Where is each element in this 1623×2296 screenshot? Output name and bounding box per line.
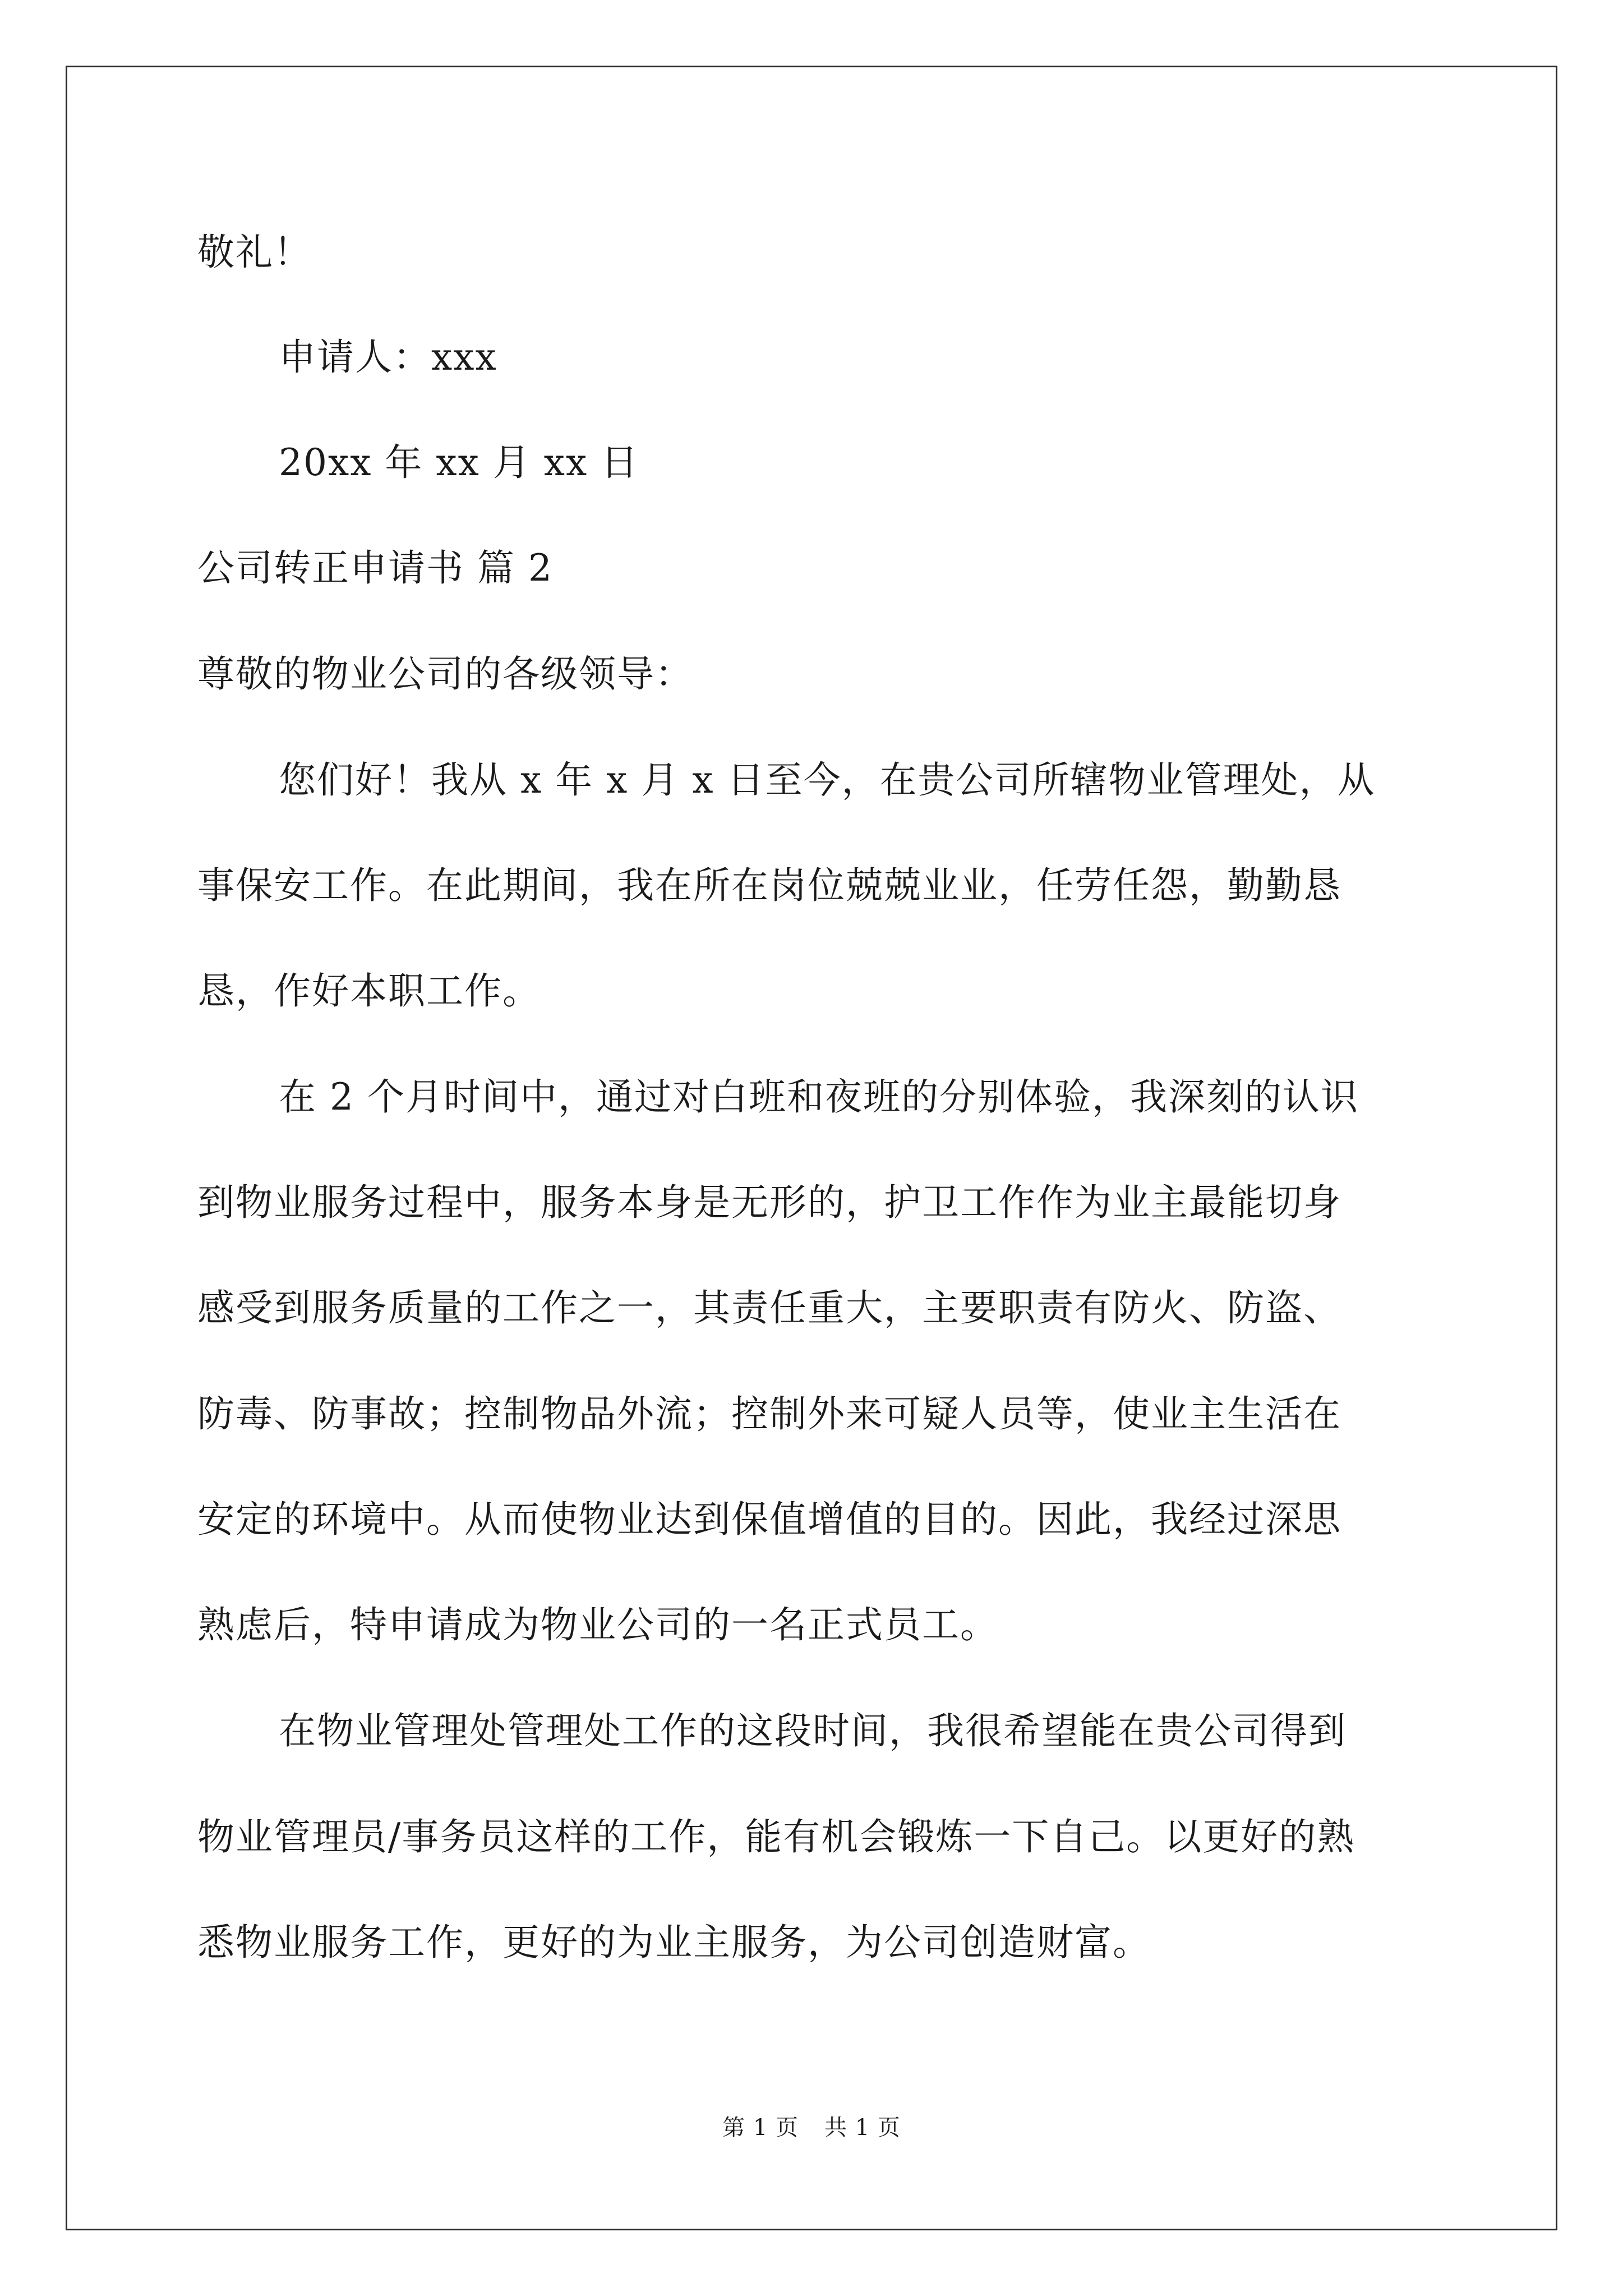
- paragraph-line: 您们好！我从 x 年 x 月 x 日至今，在贵公司所辖物业管理处，从: [279, 758, 1376, 802]
- applicant-signature: 申请人：xxx: [279, 335, 497, 379]
- page-footer: [0, 2114, 1623, 2142]
- paragraph-line: 悉物业服务工作，更好的为业主服务，为公司创造财富。: [197, 1921, 1151, 1964]
- page-total: 共 1 页: [824, 2115, 901, 2141]
- paragraph-line: 物业管理员/事务员这样的工作，能有机会锻炼一下自己。以更好的熟: [197, 1815, 1355, 1858]
- letter-greeting: 尊敬的物业公司的各级领导：: [197, 652, 693, 696]
- paragraph-line: 到物业服务过程中，服务本身是无形的，护卫工作作为业主最能切身: [197, 1181, 1341, 1224]
- paragraph-line: 在 2 个月时间中，通过对白班和夜班的分别体验，我深刻的认识: [279, 1075, 1359, 1119]
- paragraph-line: 恳，作好本职工作。: [197, 969, 541, 1013]
- page-number: 第 1 页: [722, 2115, 799, 2141]
- section-title: 公司转正申请书 篇 2: [197, 546, 553, 590]
- paragraph-line: 感受到服务质量的工作之一，其责任重大，主要职责有防火、防盗、: [197, 1286, 1341, 1329]
- page-border: [66, 66, 1557, 2230]
- closing-salutation: 敬礼！: [197, 231, 312, 274]
- letter-date: 20xx 年 xx 月 xx 日: [279, 441, 639, 484]
- paragraph-line: 事保安工作。在此期间，我在所在岗位兢兢业业，任劳任怨，勤勤恳: [197, 864, 1341, 907]
- paragraph-line: 安定的环境中。从而使物业达到保值增值的目的。因此，我经过深思: [197, 1498, 1341, 1541]
- paragraph-line: 在物业管理处管理处工作的这段时间，我很希望能在贵公司得到: [279, 1709, 1347, 1752]
- paragraph-line: 熟虑后，特申请成为物业公司的一名正式员工。: [197, 1603, 998, 1646]
- paragraph-line: 防毒、防事故；控制物品外流；控制外来可疑人员等，使业主生活在: [197, 1392, 1341, 1435]
